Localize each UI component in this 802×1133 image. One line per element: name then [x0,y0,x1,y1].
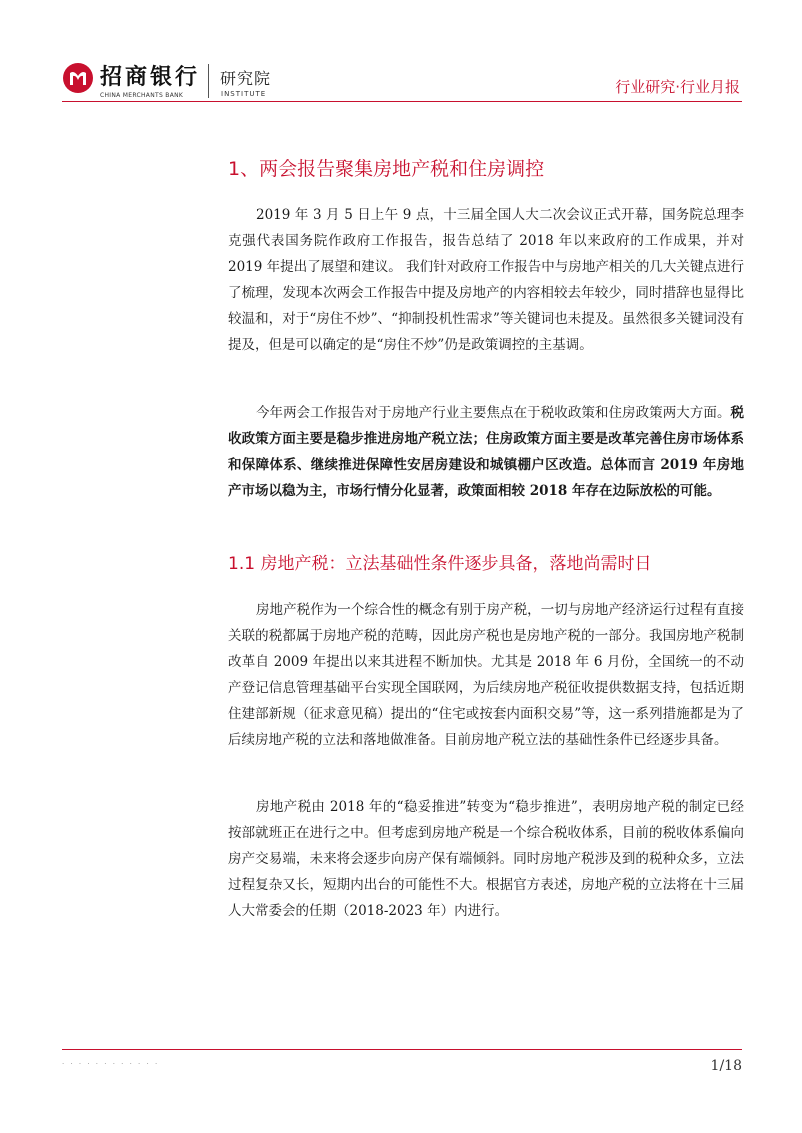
footer-divider [62,1049,742,1050]
footer-decoration: · · · · · · · · · · · · [62,1060,160,1068]
paragraph-2-bold-text: 税收政策方面主要是稳步推进房地产税立法；住房政策方面主要是改革完善住房市场体系和保障体系、继续推进保障性安居房建设和城镇棚户区改造。总体而言 2019 年房地产市场以稳为主，市场行情分化显著，政策面相较 2018 年存在边际放松的可能。 [228,405,744,499]
paragraph-2-normal-text: 今年两会工作报告对于房地产行业主要焦点在于税收政策和住房政策两大方面。 [256,405,731,421]
section-1-1-paragraph-1: 房地产税作为一个综合性的概念有别于房产税，一切与房地产经济运行过程有直接关联的税都属于房地产税的范畴，因此房产税也是房地产税的一部分。我国房地产税制改革自 2009 年提出以来其进程不断加快。尤其是 2018 年 6 月份，全国统一的不动产登记信息管理基础平台实现全国联网，为后续房地产税征收提供数据支持，包括近期住建部新规（征求意见稿）提出的“住宅或按套内面积交易”等，这一系列措施都是为了后续房地产税的立法和落地做准备。目前房地产税立法的基础性条件已经逐步具备。 [228,602,744,748]
section-1-paragraph-1: 2019 年 3 月 5 日上午 9 点，十三届全国人大二次会议正式开幕，国务院总理李克强代表国务院作政府工作报告，报告总结了 2018 年以来政府的工作成果，并对 2019 年提出了展望和建议。 我们针对政府工作报告中与房地产相关的几大关键点进行了梳理，发现本次两会工作报告中提及房地产的内容相较去年较少，同时措辞也显得比较温和，对于“房住不炒”、“抑制投机性需求”等关键词也未提及。虽然很多关键词没有提及，但是可以确定的是“房住不炒”仍是政策调控的主基调。 [228,207,744,353]
institute-name-en: INSTITUTE [221,90,267,98]
logo-text-en: CHINA MERCHANTS BANK [100,92,184,99]
logo-text-cn: 招商银行 [100,65,201,90]
cmb-logo-icon [62,62,94,94]
institute-name-cn: 研究院 [220,69,272,88]
section-1-1-paragraph-2: 房地产税由 2018 年的“稳妥推进”转变为“稳步推进”，表明房地产税的制定已经按部就班正在进行之中。但考虑到房地产税是一个综合税收体系，目前的税收体系偏向房产交易端，未来将会逐步向房产保有端倾斜。同时房地产税涉及到的税种众多，立法过程复杂又长，短期内出台的可能性不大。根据官方表述，房地产税的立法将在十三届人大常委会的任期（2018-2023 年）内进行。 [228,799,744,919]
section-1-1-title: 1.1 房地产税：立法基础性条件逐步具备，落地尚需时日 [228,554,652,574]
page-number: 1/18 [710,1058,742,1074]
header-divider [62,101,742,102]
report-type-label: 行业研究·行业月报 [615,78,740,96]
section-1-paragraph-2 [228,400,744,504]
section-1-title: 1、两会报告聚集房地产税和住房调控 [228,158,545,180]
page-header [0,0,802,110]
logo-separator [208,64,209,98]
